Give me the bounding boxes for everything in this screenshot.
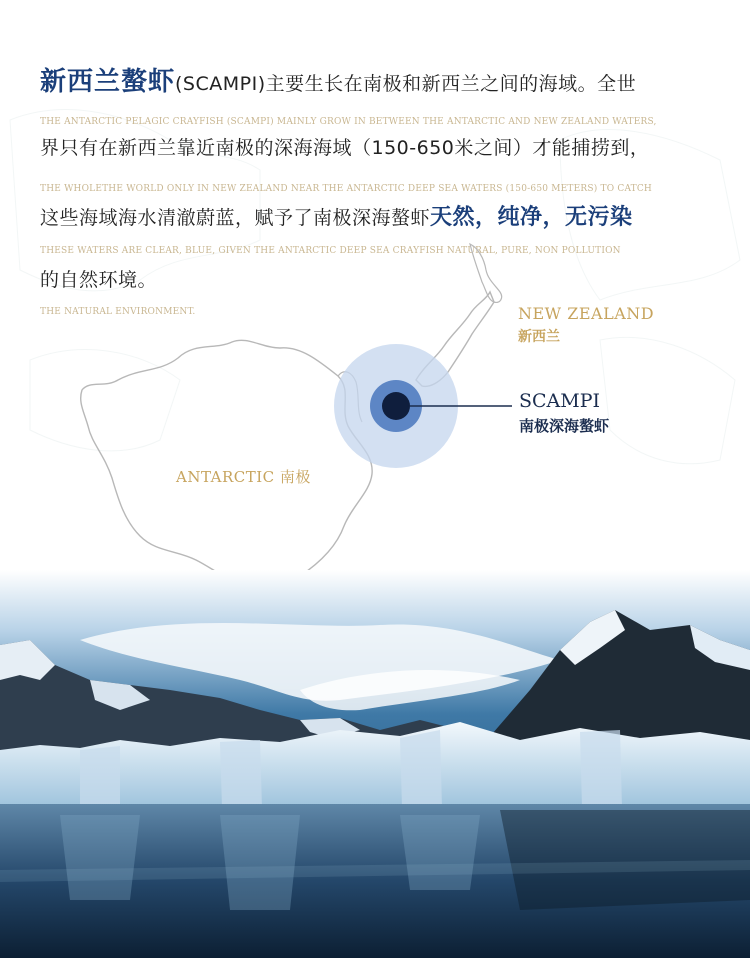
intro-line-1-body: (SCAMPI)主要生长在南极和新西兰之间的海域。全世	[175, 73, 637, 95]
antarctic-landscape-image	[0, 570, 750, 958]
intro-headline: 新西兰螯虾	[40, 67, 176, 97]
intro-line-2: 界只有在新西兰靠近南极的深海海域（150-650米之间）才能捕捞到，	[40, 137, 650, 159]
intro-line-2-english: THE WHOLETHE WORLD ONLY IN NEW ZEALAND NEAR THE ANTARCTIC DEEP SEA WATERS (150-650 METERS) TO CATCH	[40, 184, 652, 194]
antarctic-label: ANTARCTIC 南极	[176, 468, 311, 486]
intro-line-4-english: THE NATURAL ENVIRONMENT.	[40, 307, 196, 317]
intro-line-3-emphasis: 天然，纯净，无污染	[430, 205, 633, 230]
intro-line-1-english: THE ANTARCTIC PELAGIC CRAYFISH (SCAMPI) MAINLY GROW IN BETWEEN THE ANTARCTIC AND NEW ZEALAND WATERS,	[40, 117, 657, 127]
new-zealand-north-island	[470, 244, 502, 302]
map-illustration	[0, 230, 750, 610]
intro-line-1	[40, 68, 636, 98]
intro-line-3-body: 这些海域海水清澈蔚蓝，赋予了南极深海螯虾	[40, 207, 431, 229]
scampi-dot	[382, 392, 410, 420]
new-zealand-label-cn: 新西兰	[518, 329, 560, 345]
intro-line-3-english: THESE WATERS ARE CLEAR, BLUE, GIVEN THE ANTARCTIC DEEP SEA CRAYFISH NATURAL, PURE, NON POLLUTION	[40, 246, 621, 256]
intro-line-3	[40, 204, 633, 232]
scampi-label-cn: 南极深海螯虾	[519, 417, 610, 435]
scampi-label-en: SCAMPI	[519, 390, 601, 412]
intro-line-4: 的自然环境。	[40, 269, 158, 291]
new-zealand-label-en: NEW ZEALAND	[518, 304, 655, 323]
antarctica-outline	[81, 340, 372, 586]
